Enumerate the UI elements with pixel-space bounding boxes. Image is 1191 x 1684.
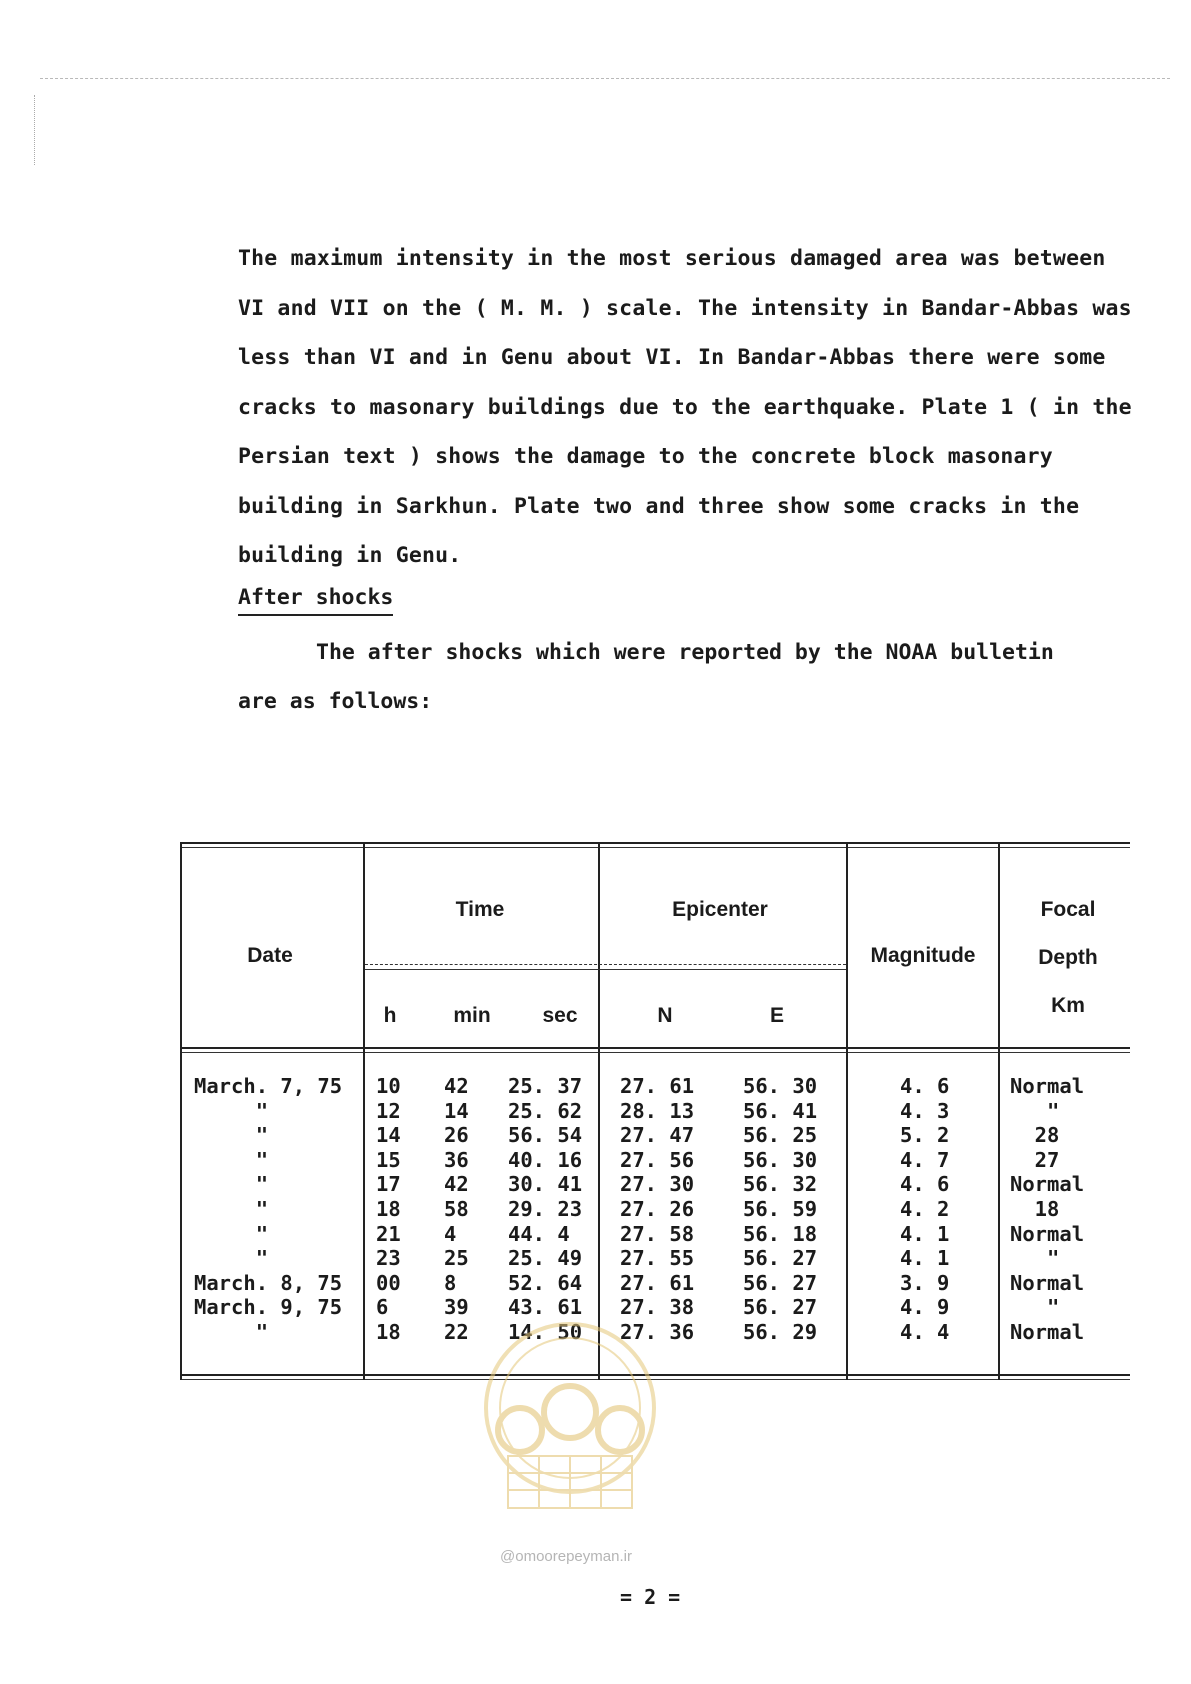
header-depth: Depth <box>1038 946 1098 969</box>
header-min: min <box>453 1004 491 1027</box>
intro-line: are as follows: <box>238 689 433 714</box>
header-km: Km <box>1051 994 1085 1017</box>
header-n: N <box>657 1004 673 1027</box>
header-magnitude: Magnitude <box>870 944 976 967</box>
header-epicenter: Epicenter <box>672 898 768 921</box>
column-magnitude: 4. 6 4. 3 5. 2 4. 7 4. 6 4. 2 4. 1 4. 1 3. 9 4. 9 4. 4 <box>900 1074 950 1344</box>
paragraph-line: Persian text ) shows the damage to the concrete block masonary <box>238 444 1053 469</box>
header-time: Time <box>455 898 505 921</box>
column-longitude-e: 56. 30 56. 41 56. 25 56. 30 56. 32 56. 59 56. 18 56. 27 56. 27 56. 27 56. 29 <box>743 1074 818 1344</box>
column-minute: 42 14 26 36 42 58 4 25 8 39 22 <box>444 1074 469 1344</box>
intro-line: The after shocks which were reported by the NOAA bulletin <box>316 640 1054 665</box>
column-hour: 10 12 14 15 17 18 21 23 00 6 18 <box>376 1074 401 1344</box>
paragraph-line: less than VI and in Genu about VI. In Bandar-Abbas there were some <box>238 345 1106 370</box>
scan-edge-line <box>40 78 1170 79</box>
aftershock-table <box>180 842 1130 1380</box>
header-focal: Focal <box>1040 898 1096 921</box>
page-number: = 2 = <box>620 1585 681 1609</box>
header-date: Date <box>247 944 293 967</box>
paragraph-line: building in Genu. <box>238 543 462 568</box>
section-heading: After shocks <box>238 584 393 616</box>
body-paragraph <box>238 234 1132 581</box>
paragraph-line: cracks to masonary buildings due to the earthquake. Plate 1 ( in the <box>238 394 1132 420</box>
watermark-logo <box>480 1318 660 1538</box>
column-second: 25. 37 25. 62 56. 54 40. 16 30. 41 29. 23 44. 4 25. 49 52. 64 43. 61 14. 50 <box>508 1074 583 1344</box>
header-e: E <box>769 1004 784 1027</box>
paragraph-line: VI and VII on the ( M. M. ) scale. The intensity in Bandar-Abbas was <box>238 295 1132 321</box>
intro-text <box>238 628 1118 726</box>
scan-edge-marks <box>34 95 41 165</box>
paragraph-line: The maximum intensity in the most serious damaged area was between <box>238 246 1106 271</box>
column-latitude-n: 27. 61 28. 13 27. 47 27. 56 27. 30 27. 26 27. 58 27. 55 27. 61 27. 38 27. 36 <box>620 1074 695 1344</box>
paragraph-line: building in Sarkhun. Plate two and three show some cracks in the <box>238 493 1080 519</box>
header-h: h <box>383 1004 397 1027</box>
header-sec: sec <box>542 1004 578 1027</box>
column-date: March. 7, 75 " " " " " " " March. 8, 75 March. 9, 75 " <box>194 1074 343 1344</box>
watermark-text: @omoorepeyman.ir <box>500 1548 632 1565</box>
column-focal-depth: Normal " 28 27 Normal 18 Normal " Normal " Normal <box>1010 1074 1085 1344</box>
